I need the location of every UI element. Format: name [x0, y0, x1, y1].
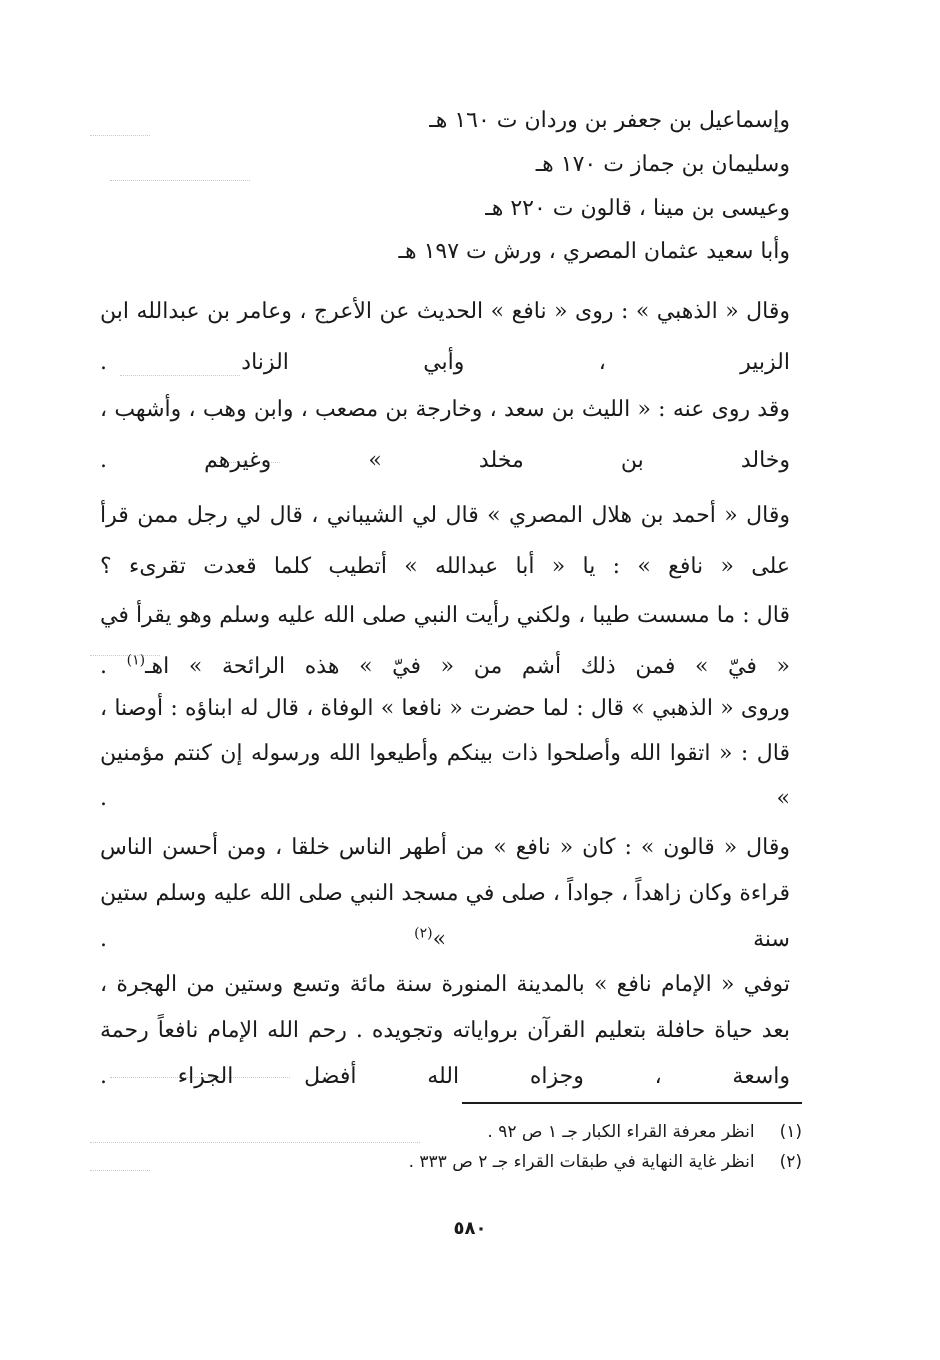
paragraph-end: . — [100, 654, 127, 679]
narrator-line: وعيسى بن مينا ، قالون ت ٢٢٠ هـ — [485, 196, 790, 221]
page-number: ٥٨٠ — [453, 1218, 487, 1239]
scan-noise — [90, 1142, 420, 1144]
paragraph-text: وقال « قالون » : كان « نافع » من أطهر الناس خلقا ، ومن أحسن الناس قراءة وكان زاهداً ، جواداً ، صلى في مسجد النبي صلى الله عليه وسلم ستين سنة » — [100, 835, 790, 952]
footnote-number: (١) — [779, 1122, 802, 1142]
narrator-line: وأبا سعيد عثمان المصري ، ورش ت ١٩٧ هـ — [398, 239, 790, 264]
footnote-divider — [462, 1102, 802, 1104]
paragraph-last-advice: وروى « الذهبي » قال : لما حضرت « نافعا » الوفاة ، قال له ابناؤه : أوصنا ، قال : « اتقوا الله وأصلحوا ذات بينكم وأطيعوا الله ورسوله إن كنتم مؤمنين » . — [100, 696, 790, 811]
scan-noise — [90, 135, 150, 137]
narrator-line: وإسماعيل بن جعفر بن وردان ت ١٦٠ هـ — [429, 108, 790, 133]
paragraph-death-of-nafi: توفي « الإمام نافع » بالمدينة المنورة سنة مائة وتسع وستين من الهجرة ، بعد حياة حافلة بتعليم القرآن برواياته وتجويده . رحم الله الإمام نافعاً رحمة واسعة ، وجزاه الله أفضل الجزاء . — [100, 972, 790, 1089]
paragraph-end: . — [100, 927, 415, 952]
footnote-ref: (٢) — [414, 925, 433, 942]
scan-noise — [110, 180, 250, 182]
paragraph-qalun-description — [100, 825, 790, 963]
paragraph-ahmad-ibn-hilal: وقال « أحمد بن هلال المصري » قال لي الشيباني ، قال لي رجل ممن قرأ على « نافع » : يا « أبا عبدالله » أتطيب كلما قعدت تقرىء ؟ — [100, 503, 790, 579]
footnote-text: انظر غاية النهاية في طبقات القراء جـ ٢ ص ٣٣٣ . — [408, 1152, 755, 1172]
narrator-line: وسليمان بن جماز ت ١٧٠ هـ — [535, 152, 790, 177]
paragraph-text: قال : ما مسست طيبا ، ولكني رأيت النبي صلى الله عليه وسلم وهو يقرأ في « فيّ » فمن ذلك أشم من « فيّ » هذه الرائحة » اهـ — [100, 603, 790, 679]
paragraph-perfume-answer — [100, 590, 790, 692]
footnote-number: (٢) — [779, 1152, 802, 1172]
paragraph-dhahabi-narration: وقال « الذهبي » : روى « نافع » الحديث عن الأعرج ، وعامر بن عبدالله ابن الزبير ، وأبي الزناد . — [100, 299, 790, 375]
paragraph-narrators-from-him: وقد روى عنه : « الليث بن سعد ، وخارجة بن مصعب ، وابن وهب ، وأشهب ، وخالد بن مخلد » وغيرهم . — [100, 397, 790, 473]
footnote-1 — [487, 1122, 802, 1142]
scan-noise — [90, 1170, 150, 1172]
footnote-2 — [409, 1152, 802, 1172]
footnote-text: انظر معرفة القراء الكبار جـ ١ ص ٩٢ . — [487, 1122, 755, 1142]
footnote-ref: (١) — [126, 652, 146, 669]
